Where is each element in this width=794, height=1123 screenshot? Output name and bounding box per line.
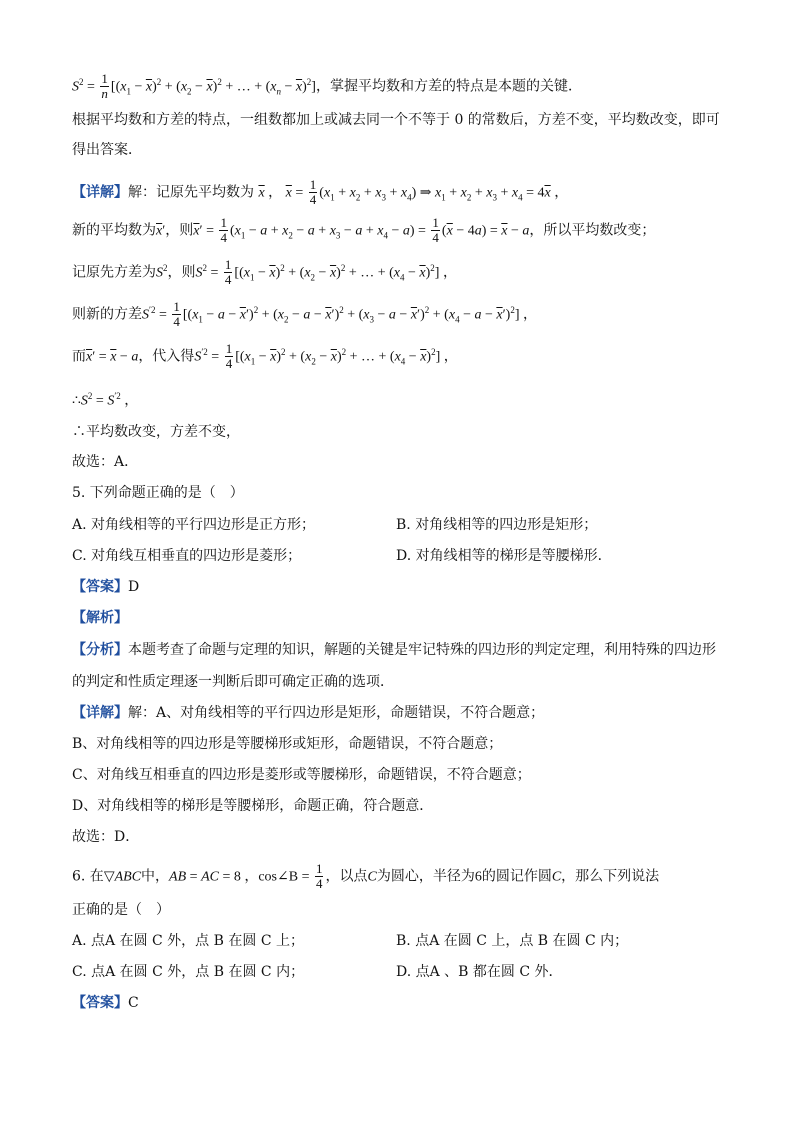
fenxi-tag: 【分析】 [72,642,128,658]
text-segment: 解：记原先平均数为 [128,184,254,201]
q5-choose: 故选：D． [72,829,140,845]
detail-line: $\therefore S^2 = S^{'2}$ ， [72,391,139,409]
text-segment: ，则 [167,264,196,281]
text-segment: 6. 在 [72,868,104,885]
text-segment: 的圆记作圆 [481,868,552,885]
q5-detail-line: B、对角线相等的四边形是等腰梯形或矩形，命题错误，不符合题意； [72,736,503,752]
text-segment: 则新的方差 [72,306,142,323]
detail-line: 新的平均数为$\overline{x}'$，则$\overline{x}'$ = $\frac{1}{4}$ $(x_1 - a + x_2 - a + x_3 - a + x_4 - a)$ = $\frac{1}{4}$ $(\overline{x} - 4a) = \overline{x} - a$，所以平均数改变； [72,215,656,245]
text-segment: 记原先方差为 [72,264,156,281]
q5-option-d: D. 对角线相等的梯形是等腰梯形． [396,548,612,564]
question-6-stem: 6. 在▽ABC中，AB = AC = 8 ，cos∠B = $\frac{1}{4}$ ，以点C为圆心，半径为6的圆记作圆C，那么下列说法 [72,861,660,891]
detail-line: 记原先方差为$S^2$，则$S^2$ = $\frac{1}{4}$ [$(x_1 - \overline{x})^2 + (x_2 - \overline{x})^2$ + … + $(x_4 - \overline{x})^2$] ， [72,257,457,288]
q5-detail-line: D、对角线相等的梯形是等腰梯形，命题正确，符合题意． [72,798,434,814]
q5-option-c: C. 对角线互相垂直的四边形是菱形； [72,548,302,564]
text-segment: ，代入得 [138,348,195,365]
detail-line: 则新的方差$S^{'2}$ = $\frac{1}{4}$ $[(x_1 - a - \overline{x}')^2 + (x_2 - a - \overline{x}')^2 + (x_3 - a - \overline{x}')^2 + (x_4 - a - \overline{x}')^2]$ ， [72,299,537,330]
detail-line: 而$\overline{x}' = \overline{x} - a$，代入得$S^{'2}$ = $\frac{1}{4}$ [$(x_1 - \overline{x})^2 + (x_2 - \overline{x})^2$ + … + $(x_4 - \overline{x})^2$] ， [72,341,458,372]
q5-option-a: A. 对角线相等的平行四边形是正方形； [72,517,316,533]
text-segment: 中， [141,868,170,885]
paragraph-line: 得出答案． [72,142,142,158]
detail-tag: 【详解】 [72,705,128,721]
q5-answer [72,577,139,597]
variance-formula-line: $S^2$ = $\frac{1}{n}$ [$(x_1 - \overline{x})^2 + (x_2 - \overline{x})^2$ + … + $(x_n - \overline{x})^2$]，掌握平均数和方差的特点是本题的关键． [72,71,582,102]
text-segment: 新的平均数为 [72,222,156,239]
text-segment: ，以点 [325,868,368,885]
q6-option-b: B. 点A 在圆 C 上，点 B 在圆 C 内； [396,933,629,949]
text-segment: ，掌握平均数和方差的特点是本题的关键． [315,78,582,95]
q5-analysis [72,608,128,628]
detail-line: 【详解】解：记原先平均数为 $\overline{x}$ ， $\overline{x}$ = $\frac{1}{4}$ $(x_1 + x_2 + x_3 + x_4)$ ⇒ $x_1 + x_2 + x_3 + x_4 = 4\overline{x}$ ， [72,177,569,207]
detail-line: 故选：A． [72,454,139,470]
text-segment: 解：A、对角线相等的平行四边形是矩形，命题错误，不符合题意； [128,705,545,721]
question-6-stem-2: 正确的是（ ） [72,902,170,918]
q6-option-d: D. 点A 、B 都在圆 C 外． [396,964,563,980]
text-segment: ，所以平均数改变； [529,222,656,239]
q6-option-a: A. 点A 在圆 C 外，点 B 在圆 C 上； [72,933,304,949]
detail-tag: 【详解】 [72,184,128,201]
text-segment: 本题考查了命题与定理的知识，解题的关键是牢记特殊的四边形的判定定理，利用特殊的四边形 [128,642,716,658]
answer-value: C [128,995,139,1011]
answer-tag: 【答案】 [72,579,128,595]
question-5-stem: 5. 下列命题正确的是（ ） [72,485,244,501]
answer-value: D [128,579,140,595]
q6-option-c: C. 点A 在圆 C 外，点 B 在圆 C 内； [72,964,305,980]
q5-option-b: B. 对角线相等的四边形是矩形； [396,517,598,533]
text-segment: ，那么下列说法 [561,868,660,885]
text-segment: ，则 [165,222,194,239]
q5-fenxi-line: 的判定和性质定理逐一判断后即可确定正确的选项． [72,674,394,690]
therefore-symbol: ∴ [72,392,81,409]
text-segment: 而 [72,348,86,365]
q5-fenxi-line [72,640,716,660]
answer-tag: 【答案】 [72,995,128,1011]
q5-detail-line: C、对角线互相垂直的四边形是菱形或等腰梯形，命题错误，不符合题意； [72,767,531,783]
paragraph-line: 根据平均数和方差的特点，一组数都加上或减去同一个不等于 0 的常数后，方差不变，平均数改变，即可 [72,112,720,128]
detail-line: ∴平均数改变，方差不变， [72,424,240,440]
q6-answer [72,993,139,1013]
text-segment: 为圆心，半径为 [376,868,475,885]
analysis-tag: 【解析】 [72,610,128,626]
q5-detail-line [72,703,544,723]
